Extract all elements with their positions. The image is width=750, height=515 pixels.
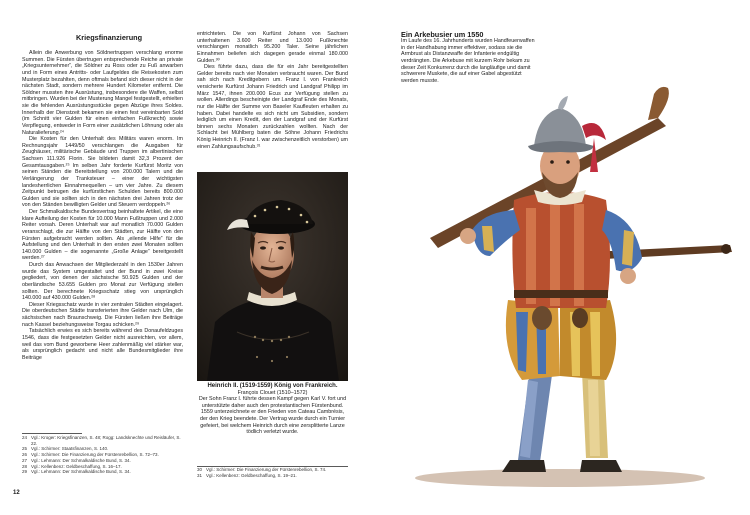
footnotes-left [22, 435, 183, 475]
paragraph: Der Schmalkaldische Bundesvertrag beinhaltete Artikel, die eine klare Aufteilung der Kosten für 10.000 Mann Fußtruppen und 2.000 Reiter vorsah. Deren Unterhalt war auf monatlich 70.000 Gulden veranschlagt, die zur Hälfte von den Städten, zur Hälfte von den Fürsten aufgebracht werden sollten. Als „eilende Hilfe“ für die Aufstellung und den Unterhalt in den ersten zwei Monaten sollten 140.000 Gulden – die sogenannte „Große Anlage“ bereitgestellt werden.²⁷ [22, 209, 183, 262]
footnotes-middle [197, 467, 348, 478]
arkebusier-illustration [410, 80, 740, 510]
footnote: 28 Vgl.: Kellenbenz: Geldbeschaffung, S. 16–17. [22, 463, 122, 469]
caption-title: Heinrich II. (1519-1559) König von Frankreich. [207, 383, 338, 389]
paragraph: Dies führte dazu, dass die für ein Jahr bereitgestellten Gelder bereits nach vier Monaten verbraucht waren. Der Bund sah sich nach Kreditgebern um. Franz I. von Frankreich versicherte Kurfürst Johann Friedrich und Landgraf Philipp im März 1547, ihnen 200.000 Ecus zur Verfügung stellen zu wollen. Allerdings bescheinigte der Landgraf Ende des Monats, nur die Hälfte der Summe von Baseler Kaufleuten erhalten zu haben. Dabei handelte es sich nicht um Subsidien, sondern lediglich um einen Kredit, den der Landgraf und der Kurfürst binnen sechs Monaten zurückzahlen wollten. Nach der Schlacht bei Mühlberg baten die Söhne Johann Friedrichs König Heinrich II. (Franz I. war zwischenzeitlich verstorben) um einen Zahlungsaufschub.³¹ [197, 64, 348, 150]
paragraph: Allein die Anwerbung von Söldnertruppen verschlang enorme Summen. Die Fürsten übertrugen entsprechende Reiche an private „Kriegsunternehmer“, die Söldner zu Ross oder zu Fuß anwarben und in Form eines Antritts- oder Laufgeldes die Reisekosten zum Musterplatz bezahlten, denn oftmals befand sich dieser nicht in der nächsten Stadt, sondern mehrere Hundert Kilometer entfernt. Die Söldner mussten ihre Ausrüstung, insbesondere die Waffen, selbst mitbringen. Wurden bei der Musterung Mangel festgestellt, erhielten sie die fehlenden Ausrüstungsstücke gegen Abzüge ihres Soldes. Innerhalb der Dienstzeit bekamen sie einen fest vereinbarten Sold (im Schnitt vier Gulden für einen einfachen Fußknecht) sowie Verpflegung, entweder in Form einer zusätzlichen Löhnung oder als Naturalieferung.²⁴ [22, 50, 183, 136]
footnote-divider [22, 433, 82, 434]
section-heading: Kriegsfinanzierung [76, 33, 143, 42]
paragraph: Dieser Kriegsschatz wurde in vier zentralen Städten eingelagert. Die oberdeutschen Städte transferierten ihre Gelder nach Ulm, die sächsischen nach Braunschweig. Die Fürsten ließen ihre Beiträge nach Kassel beziehungsweise Torgau schicken.²⁹ [22, 301, 183, 328]
paragraph: entrichteten. Die von Kurfürst Johann von Sachsen unterhaltenen 3.600 Reiter und 13.000 Fußknechte verschlangen monatlich 95.200 Taler. Seine jährlichen Einnahmen beliefen sich dagegen gerade einmal 180.000 Gulden.³⁰ [197, 31, 348, 64]
page-number: 12 [13, 490, 20, 496]
arkebusier-heading: Ein Arkebusier um 1550 [401, 30, 484, 39]
paragraph: Im Laufe des 16. Jahrhunderts wurden Handfeuerwaffen in der Handhabung immer effektiver, sodass sie die Armbrust als Distanzwaffe der Infanterie endgültig verdrängten. Die Arkebuse mit kurzem Rohr bekam zu dieser Zeit Konkurrenz durch die langläufige und damit schwerere Muskete, die auf einer Gabel abgestützt werden musste. [401, 38, 535, 84]
footnote: 24 Vgl.: Kroger: Kriegsfinanzen, S. 48; Rogg: Landsknechte und Reisläufer, S. 22. [22, 435, 181, 446]
footnote: 27 Vgl.: Lehmann: Der Schmalkaldische Bund, S. 34. [22, 457, 131, 463]
portrait-image [197, 172, 348, 381]
right-text-column [401, 38, 540, 84]
paragraph: Tatsächlich erwies es sich bereits während des Donaufeldzuges 1546, dass die festgesetzten Gelder nicht ausreichten, vor allem, weil das vom Bund geworbene Heer zahlenmäßig viel stärker war, als ursprünglich gedacht und nicht alle Bundesmitglieder ihre Beiträge [22, 328, 183, 361]
paragraph: Durch das Anwachsen der Mitgliederzahl in den 1530er Jahren wurde das System umgestaltet und der Bund in zwei Kreise gegliedert, von denen der sächsische 50.925 Gulden und der oberländische 53.655 Gulden pro Monat zur Verfügung stellen sollten. Der berechnete Kriegsschatz stieg von ursprünglich 140.000 auf 430.000 Gulden.²⁸ [22, 262, 183, 302]
caption-text: Der Sohn Franz I. führte dessen Kampf gegen Karl V. fort und unterstützte daher auch den protestantischen Fürstenbund. 1559 unterzeichnete er den Frieden von Cateau Cambrésis, der den Krieg beendete. Der Vertrag wurde durch ein Turnier gefeiert, bei welchem Heinrich durch eine zersplitterte Lanze tödlich verletzt wurde. [198, 396, 347, 436]
portrait-caption [197, 383, 348, 436]
footnote: 31 Vgl.: Kellenbenz: Geldbeschaffung, S. 19–21. [197, 472, 297, 478]
paragraph: Die Kosten für den Unterhalt des Militärs waren enorm. Im Rechnungsjahr 1449/50 verschlangen die Ausgaben für Zeughäuser, militärische Gebäude und Truppen im albertinischen Sachsen 111.926 Florin. Sie bildeten damit 32,3 Prozent der Gesamtausgaben.²⁵ Im selben Jahr forderte Kurfürst Moritz von seinen Ständen die Bereitstellung von 200.000 Talern und die Verlängerung der Tranksteuer – einer der wichtigsten landesherrlichen Einnahmequellen – um vier Jahre. Zu diesem Zeitpunkt betrugen die kurfürstlichen Schulden bereits 800.000 Gulden und sie sollten sich in den nächsten drei Jahren trotz der von den Ständen bewilligten Gelder und Steuern verdoppeln.²⁶ [22, 136, 183, 209]
caption-artist: François Clouet (1510–1572) [237, 389, 308, 396]
portrait-henri-ii [197, 172, 348, 381]
middle-text-column [197, 31, 348, 150]
left-text-column [22, 50, 183, 361]
footnote: 30 Vgl.: Schirmer: Die Finanzierung der Fürstenrebellion, S. 74. [197, 467, 327, 472]
footnote: 26 Vgl.: Schirmer: Die Finanzierung der Fürstenrebellion, S. 72–73. [22, 452, 159, 458]
footnote: 29 Vgl.: Lehmann: Der Schmalkaldische Bund, S. 34. [22, 469, 131, 475]
arkebusier-image [410, 80, 740, 510]
footnote: 25 Vgl.: Schirmer: Staatsfinanzen, S. 140. [22, 446, 109, 452]
